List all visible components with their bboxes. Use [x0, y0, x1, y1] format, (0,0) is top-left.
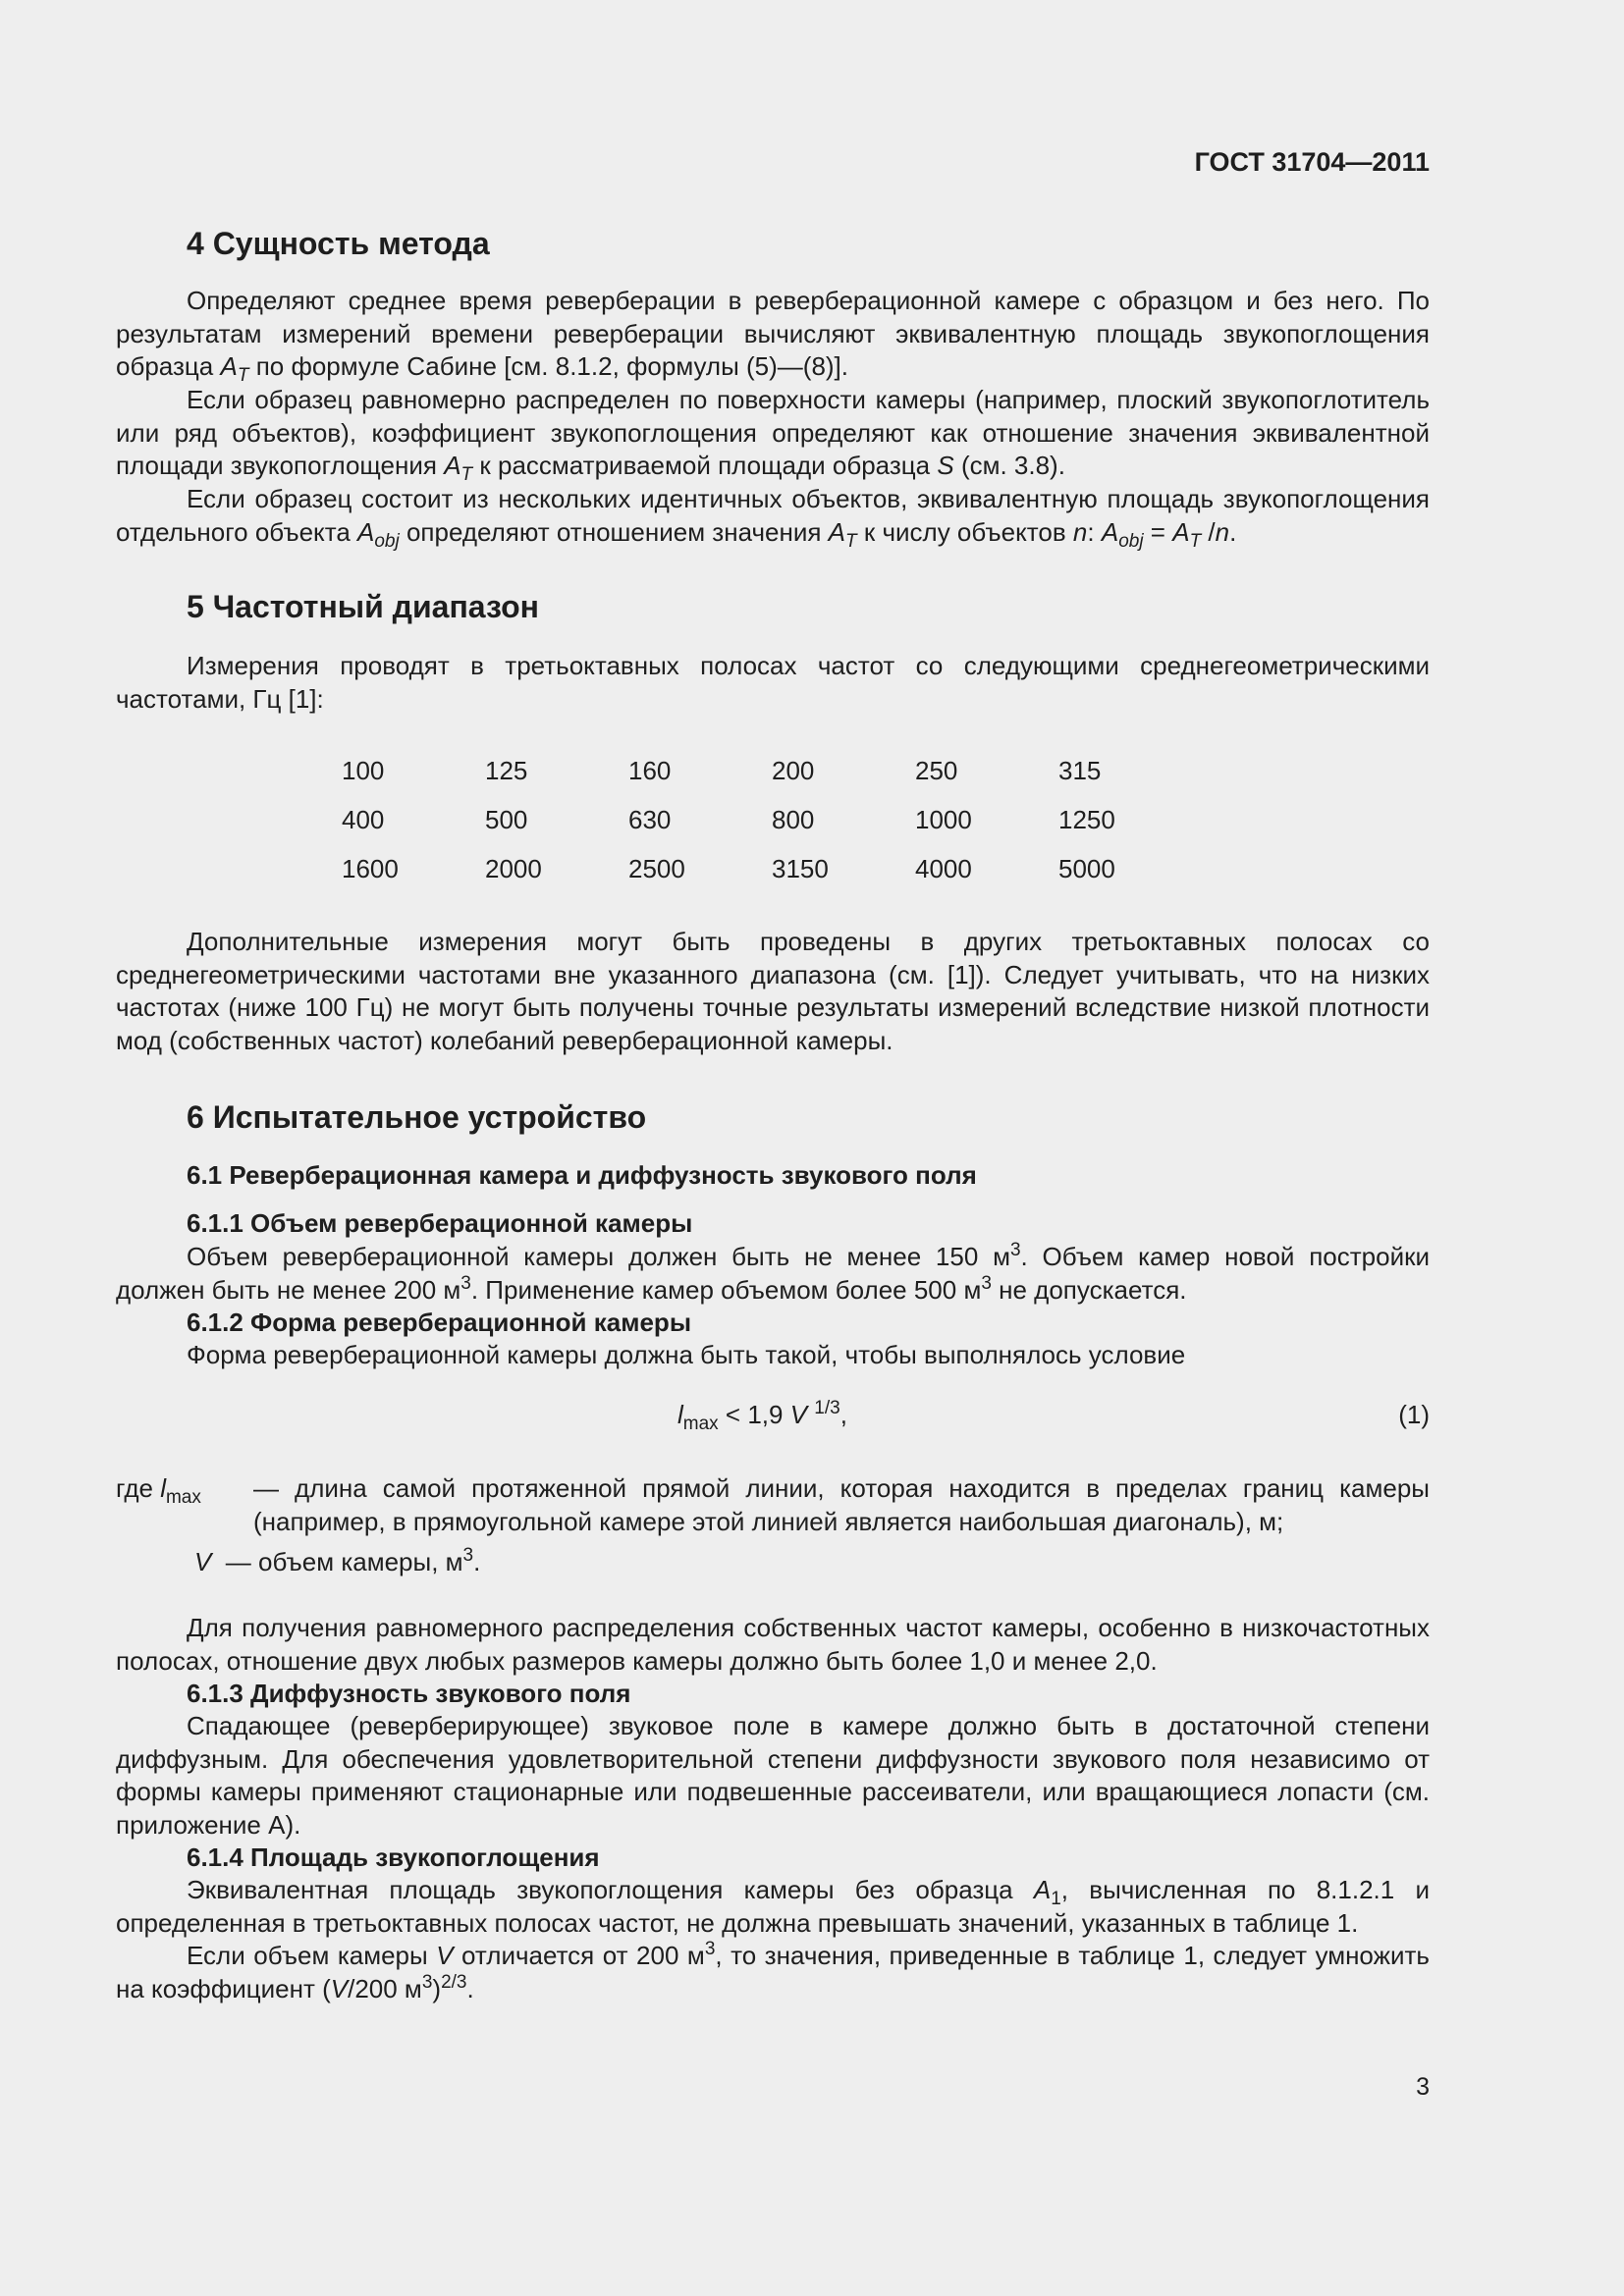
frequency-cell: 800 [772, 805, 815, 834]
formula-1 [116, 1400, 1430, 1439]
s614-paragraph-2: Если объем камеры V отличается от 200 $м^3$, то значения, приведенные в таблице 1, следует умножить на коэффициент (V/200 $м^3)^{2/3}$. [116, 1939, 1430, 2003]
formula-expression: $l_{max} < 1,9$ V $^{1/3}$, [677, 1398, 847, 1434]
frequency-cell: 1600 [342, 854, 399, 883]
formula-legend-v: V — объем камеры, $м^3$. [194, 1545, 481, 1576]
s5-paragraph-2: Дополнительные измерения могут быть проведены в других третьоктавных полосах со среднегеометрическими частотами вне указанного диапазона (см. [1]). Следует учитывать, что на низких частотах (ниже 100 Гц) не могут быть получены точные результаты измерений вследствие низкой плотности мод (собственных частот) колебаний реверберационной камеры. [116, 927, 1430, 1055]
s614-paragraph-1: Эквивалентная площадь звукопоглощения камеры без образца $A_1$, вычисленная по 8.1.2.1 и определенная в третьоктавных полосах частот, не должна превышать значений, указанных в таблице 1. [116, 1875, 1430, 1938]
s611-paragraph: Объем реверберационной камеры должен быть не менее 150 $м^3$. Объем камер новой постройки должен быть не менее 200 $м^3$. Применение камер объемом более 500 $м^3$ не допускается. [116, 1240, 1430, 1305]
s4-paragraph-2: Если образец равномерно распределен по поверхности камеры (например, плоский звукопоглотитель или ряд объектов), коэффициент звукопоглощения определяют как отношение значения эквивалентной площади звукопоглощения $A_T$ к рассматриваемой площади образца S (см. 3.8). [116, 385, 1430, 485]
section-6-title: 6 Испытательное устройство [187, 1099, 647, 1135]
frequency-cell: 630 [628, 805, 672, 834]
section-6-1-2-title: 6.1.2 Форма реверберационной камеры [187, 1308, 692, 1337]
section-6-1-4-title: 6.1.4 Площадь звукопоглощения [187, 1842, 600, 1872]
frequency-row [342, 756, 1202, 805]
section-4-title: 4 Сущность метода [187, 226, 490, 261]
frequency-cell: 100 [342, 756, 385, 785]
s5-paragraph-1: Измерения проводят в третьоктавных полосах частот со следующими среднегеометрическими частотами, Гц [1]: [116, 651, 1430, 714]
frequency-row [342, 805, 1202, 854]
s612-paragraph-2: Для получения равномерного распределения собственных частот камеры, особенно в низкочастотных полосах, отношение двух любых размеров камеры должно быть более 1,0 и менее 2,0. [116, 1613, 1430, 1676]
frequency-cell: 3150 [772, 854, 829, 883]
section-6-1-title: 6.1 Реверберационная камера и диффузность звукового поля [187, 1160, 977, 1190]
frequency-cell: 160 [628, 756, 672, 785]
s4-paragraph-1: Определяют среднее время реверберации в реверберационной камере с образцом и без него. По результатам измерений времени реверберации вычисляют эквивалентную площадь звукопоглощения образца $A_T$ по формуле Сабине [см. 8.1.2, формулы (5)—(8)]. [116, 286, 1430, 386]
section-6-1-3-title: 6.1.3 Диффузность звукового поля [187, 1679, 631, 1708]
s4-paragraph-3: Если образец состоит из нескольких идентичных объектов, эквивалентную площадь звукопоглощения отдельного объекта $A_{obj}$ определяют отношением значения $A_T$ к числу объектов n: $A_{obj} = A_T$ /n. [116, 484, 1430, 552]
frequency-table [342, 756, 1202, 903]
frequency-cell: 1250 [1058, 805, 1115, 834]
frequency-cell: 4000 [915, 854, 972, 883]
frequency-cell: 2500 [628, 854, 685, 883]
frequency-cell: 5000 [1058, 854, 1115, 883]
section-6-1-1-title: 6.1.1 Объем реверберационной камеры [187, 1208, 693, 1238]
page-number: 3 [1416, 2073, 1430, 2101]
frequency-cell: 400 [342, 805, 385, 834]
formula-number: (1) [1398, 1400, 1430, 1429]
frequency-row [342, 854, 1202, 903]
section-5-title: 5 Частотный диапазон [187, 589, 539, 624]
frequency-cell: 200 [772, 756, 815, 785]
s612-paragraph: Форма реверберационной камеры должна быть такой, чтобы выполнялось условие [187, 1340, 1186, 1369]
frequency-cell: 250 [915, 756, 958, 785]
s613-paragraph: Спадающее (реверберирующее) звуковое поле в камере должно быть в достаточной степени диффузным. Для обеспечения удовлетворительной степени диффузности звукового поля независимо от формы камеры применяют стационарные или подвешенные рассеиватели, или вращающиеся лопасти (см. приложение А). [116, 1711, 1430, 1840]
document-code: ГОСТ 31704—2011 [1194, 147, 1430, 177]
frequency-cell: 2000 [485, 854, 542, 883]
frequency-cell: 315 [1058, 756, 1102, 785]
frequency-cell: 125 [485, 756, 528, 785]
frequency-cell: 500 [485, 805, 528, 834]
frequency-cell: 1000 [915, 805, 972, 834]
